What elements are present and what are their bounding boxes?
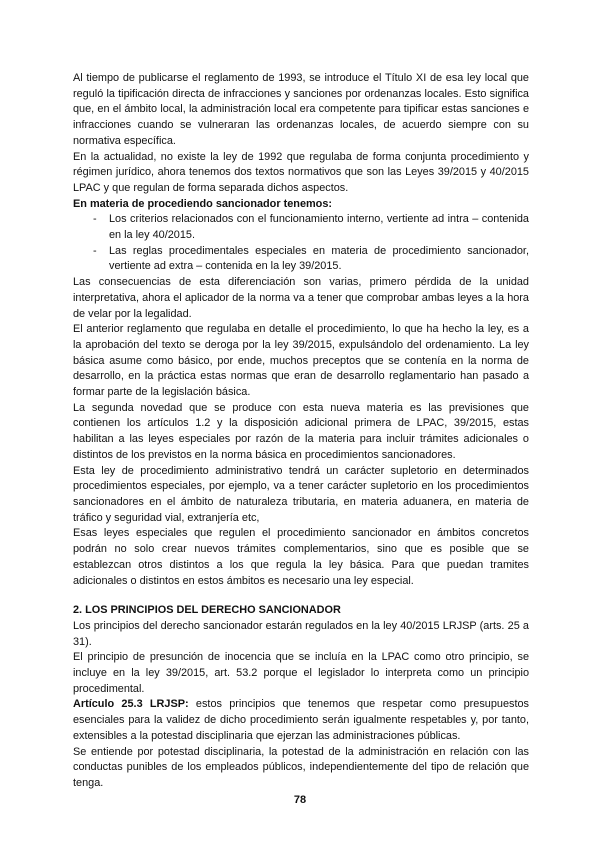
paragraph-presuncion-inocencia: El principio de presunción de inocencia que se incluía en la LPAC como otro principio, se incluye en la ley 39/2015, art. 53.2 porque el legislador lo interpreta como un principio procedimental.	[73, 651, 529, 695]
paragraph-anterior-reglamento: El anterior reglamento que regulaba en detalle el procedimiento, lo que ha hecho la ley, es a la aprobación del texto se deroga por la ley 39/2015, expulsándolo del ordenamiento. La ley básica asume como básico, por ende, muchos preceptos que se contenía en la norma de desarrollo, en la práctica estas normas que eran de desarrollo reglamentario han pasado a formar parte de la legislación básica.	[73, 323, 529, 399]
paragraph-segunda-novedad: La segunda novedad que se produce con esta nueva materia es las previsiones que contienen los artículos 1.2 y la disposición adicional primera de LPAC, 39/2015, estas habilitan a las leyes especiales por razón de la materia para incluir trámites adicionales o distintos de los previstos en la norma básica en procedimientos sancionadores.	[73, 401, 529, 461]
paragraph-articulo-25-3	[73, 697, 529, 744]
list-item-text: Las reglas procedimentales especiales en materia de procedimiento sancionador, vertiente ad extra – contenida en la ley 39/2015.	[109, 244, 529, 273]
paragraph-leyes-especiales: Esas leyes especiales que regulen el procedimiento sancionador en ámbitos concretos podrán no solo crear nuevos trámites complementarios, sino que es posible que se establezcan otros distintos a los que regula la ley básica. Para que puedan tramites adicionales o distintos en estos ámbitos es necesario una ley especial.	[73, 527, 529, 587]
list-item	[73, 212, 529, 243]
list-item-text: Los criterios relacionados con el funcionamiento interno, vertiente ad intra – contenida en la ley 40/2015.	[109, 213, 529, 242]
page-body	[73, 71, 529, 792]
article-text: estos principios que tenemos que respetar como presupuestos esenciales para la validez de dicho procedimiento serán igualmente respetables y, por tanto, extensibles a la potestad disciplinaria que ejerzan las administraciones públicas.	[73, 698, 529, 742]
article-label: Artículo 25.3 LRJSP:	[73, 698, 189, 711]
section-spacer	[73, 589, 529, 603]
dash-bullet: -	[93, 244, 97, 257]
paragraph-potestad-disciplinaria: Se entiende por potestad disciplinaria, la potestad de la administración en relación con las conductas punibles de los empleados públicos, independientemente del tipo de relación que tenga.	[73, 745, 529, 789]
paragraph-tipificacion: Al tiempo de publicarse el reglamento de 1993, se introduce el Título XI de esa ley local que reguló la tipificación directa de infracciones y sanciones por ordenanzas locales. Esto significa que, en el ámbito local, la administración local era competente para tipificar estas sanciones e infracciones cuando se vulneraran las ordenanzas locales, de acuerdo siempre con su normativa específica.	[73, 72, 529, 147]
page-number: 78	[293, 794, 307, 806]
criteria-list	[73, 212, 529, 275]
dash-bullet: -	[93, 213, 97, 226]
paragraph-actualidad: En la actualidad, no existe la ley de 1992 que regulaba de forma conjunta procedimiento y régimen jurídico, ahora tenemos dos textos normativos que son las Leyes 39/2015 y 40/2015 LPAC y que regulan de forma separada dichos aspectos.	[73, 150, 529, 194]
list-item	[73, 244, 529, 275]
section-title: 2. LOS PRINCIPIOS DEL DERECHO SANCIONADOR	[73, 604, 341, 617]
paragraph-caracter-supletorio: Esta ley de procedimiento administrativo tendrá un carácter supletorio en determinados procedimientos especiales, por ejemplo, va a tener carácter supletorio en los procedimientos sancionadores en el ámbito de naturaleza tributaria, en materia aduanera, en materia de tráfico y seguridad vial, extranjería etc,	[73, 464, 529, 524]
paragraph-principios-regulados: Los principios del derecho sancionador estarán regulados en la ley 40/2015 LRJSP (arts. 25 a 31).	[73, 619, 529, 648]
paragraph-consecuencias: Las consecuencias de esta diferenciación son varias, primero pérdida de la unidad interpretativa, ahora el aplicador de la norma va a tener que comprobar ambas leyes a la hora de velar por la legalidad.	[73, 276, 529, 320]
bold-heading-procedimiento: En materia de procediendo sancionador tenemos:	[73, 197, 333, 210]
